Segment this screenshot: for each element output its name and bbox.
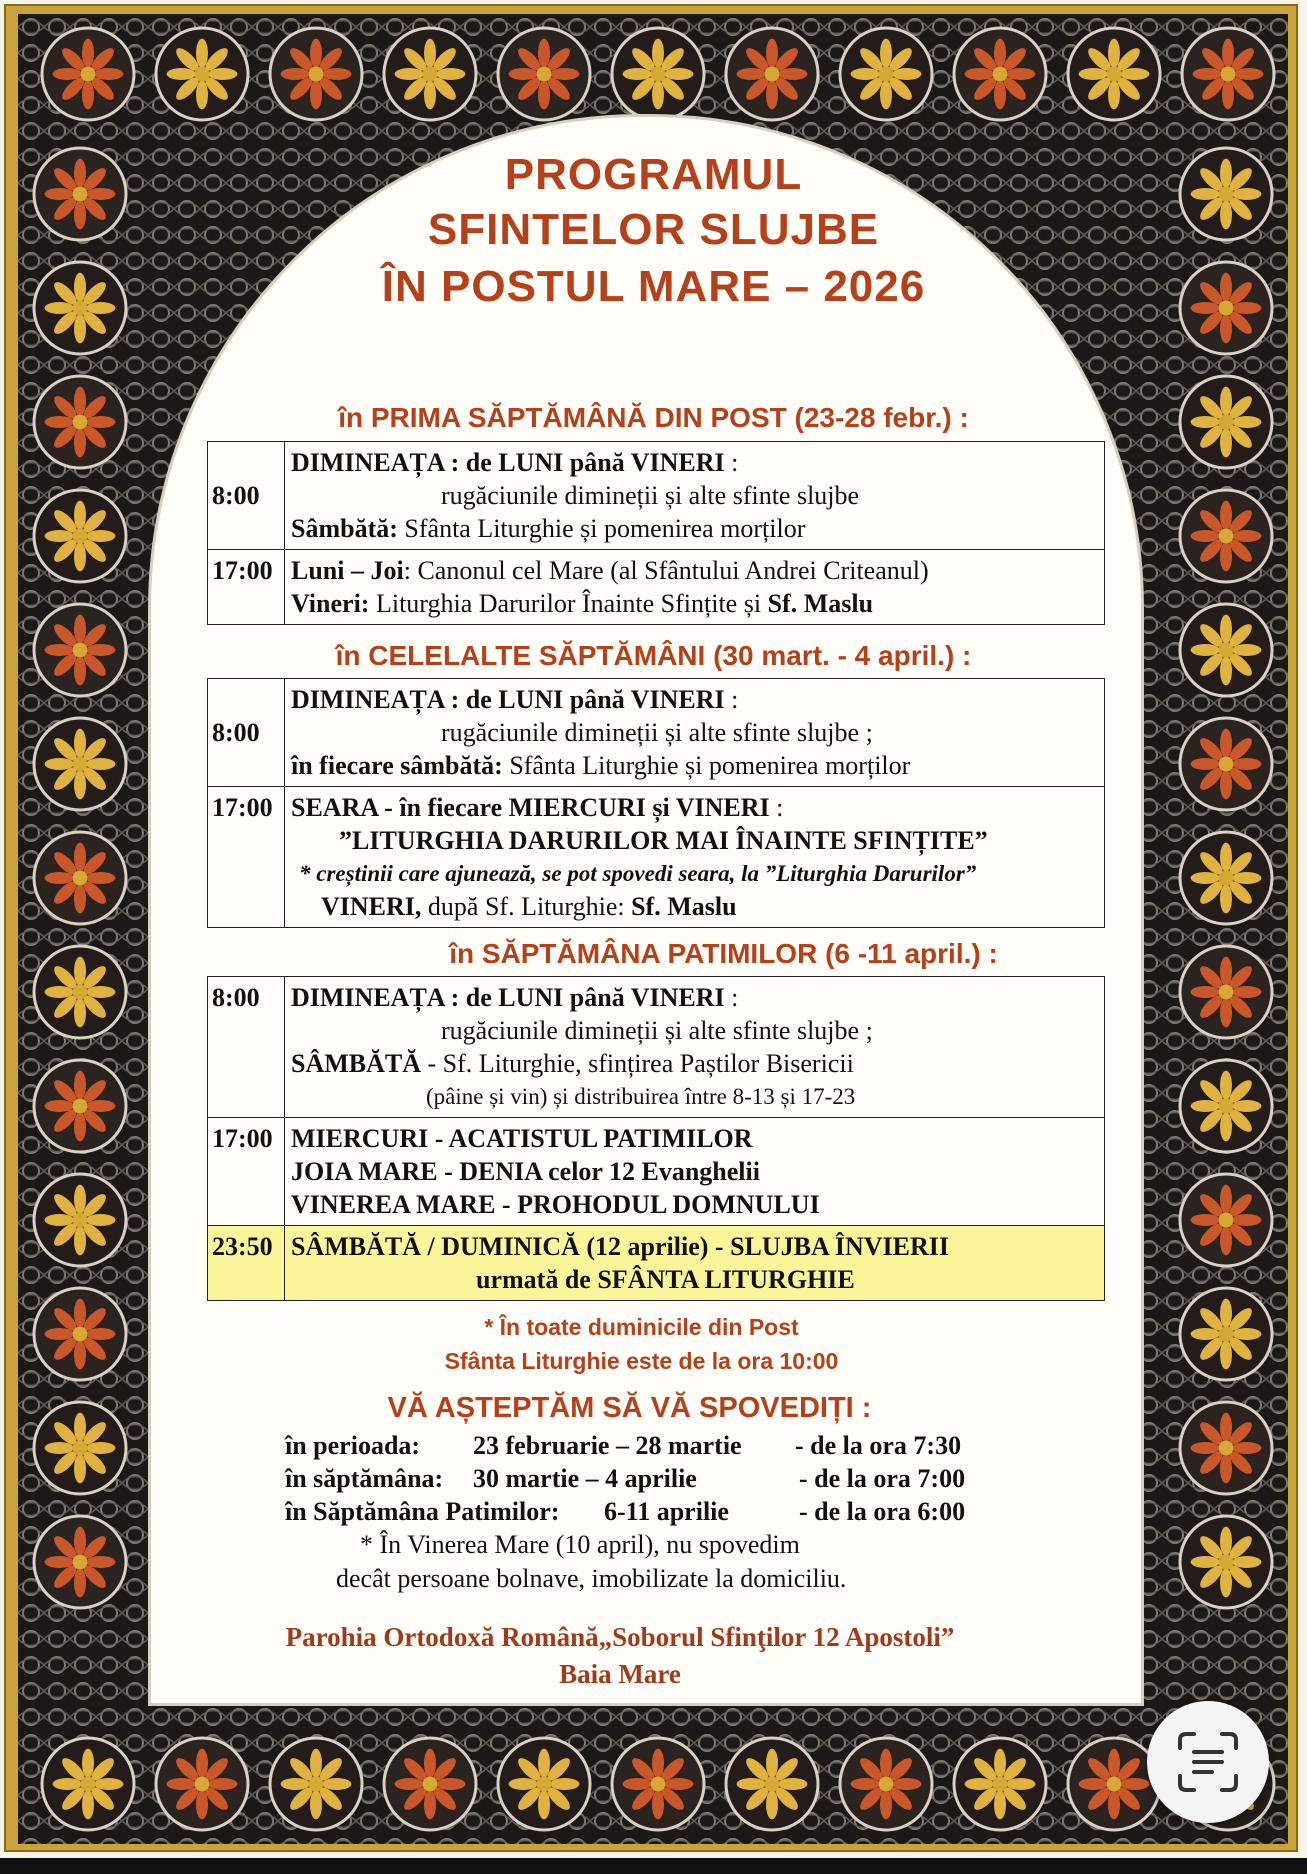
ornament-medallion <box>384 1738 476 1830</box>
detail-bold: Sf. Maslu <box>631 892 737 921</box>
confession-heading: VĂ AȘTEPTĂM SĂ VĂ SPOVEDIȚI : <box>387 1392 872 1424</box>
detail-text: după Sf. Liturghie: <box>421 892 632 921</box>
schedule-time: 17:00 <box>208 550 285 625</box>
schedule-row-highlighted <box>208 1226 1105 1301</box>
schedule-row <box>208 977 1105 1118</box>
ornament-medallion <box>726 1738 818 1830</box>
ornament-medallion <box>42 28 134 120</box>
detail-note: * creștinii care ajunează, se pot spovedi seara, la ”Liturghia Darurilor” <box>299 861 977 886</box>
detail-text: - Sf. Liturghie, sfințirea Paștilor Bisericii <box>421 1049 854 1078</box>
schedule-row <box>208 679 1105 787</box>
detail-text: Sfânta Liturghie și pomenirea morților <box>397 514 806 543</box>
detail-bold: Luni – Joi <box>291 556 404 585</box>
ornament-medallion <box>840 28 932 120</box>
confession-row <box>285 1431 961 1461</box>
ornament-medallion <box>1180 718 1272 810</box>
detail-bold: DIMINEAȚA : de LUNI până VINERI <box>291 983 725 1012</box>
sunday-note-line-1: * În toate duminicile din Post <box>484 1314 799 1340</box>
confession-dates: 30 martie – 4 aprilie <box>473 1464 697 1493</box>
detail-text: rugăciunile dimineții și alte sfinte slujbe <box>441 481 860 510</box>
confession-time: - de la ora 7:00 <box>799 1464 966 1493</box>
ornament-medallion <box>726 28 818 120</box>
schedule-row <box>208 442 1105 550</box>
ornament-medallion <box>1180 1060 1272 1152</box>
detail-bold: urmată de SFÂNTA LITURGHIE <box>476 1265 855 1294</box>
detail-text: : <box>724 448 739 477</box>
schedule-row <box>208 550 1105 625</box>
ornament-medallion <box>34 1060 126 1152</box>
sunday-note-line-2: Sfânta Liturghie este de la ora 10:00 <box>444 1348 839 1374</box>
ornament-medallion <box>840 1738 932 1830</box>
detail-bold: SEARA - în fiecare MIERCURI și VINERI <box>291 793 770 822</box>
confession-row <box>285 1497 965 1527</box>
detail-bold: SÂMBĂTĂ <box>291 1049 422 1078</box>
detail-text: : <box>724 983 739 1012</box>
schedule-row <box>208 787 1105 928</box>
schedule-time: 23:50 <box>208 1226 285 1301</box>
schedule-table-other-weeks <box>207 678 1105 928</box>
confession-time: - de la ora 7:30 <box>795 1431 962 1460</box>
confession-row <box>285 1464 965 1494</box>
detail-bold: SÂMBĂTĂ / DUMINICĂ (12 aprilie) - SLUJBA ÎNVIERII <box>291 1232 949 1261</box>
schedule-details <box>285 442 1105 550</box>
detail-bold: DIMINEAȚA : de LUNI până VINERI <box>291 448 725 477</box>
detail-bold: VINERI, <box>321 892 422 921</box>
scan-text-button[interactable] <box>1147 1701 1269 1823</box>
ornament-medallion <box>34 490 126 582</box>
section-heading-other-weeks: în CELELALTE SĂPTĂMÂNI (30 mart. - 4 april.) : <box>335 640 972 671</box>
ornament-medallion <box>612 1738 704 1830</box>
ornament-medallion <box>1180 1174 1272 1266</box>
ornament-medallion <box>954 28 1046 120</box>
detail-bold: DIMINEAȚA : de LUNI până VINERI <box>291 685 725 714</box>
scan-text-icon <box>1176 1730 1240 1794</box>
detail-text: : Canonul cel Mare (al Sfântului Andrei Criteanul) <box>403 556 929 585</box>
confession-label: în Săptămâna Patimilor: <box>285 1497 560 1526</box>
ornament-medallion <box>34 1174 126 1266</box>
ornament-medallion <box>1180 490 1272 582</box>
confession-note-2: decât persoane bolnave, imobilizate la domiciliu. <box>336 1564 847 1593</box>
confession-dates: 6-11 aprilie <box>604 1497 729 1526</box>
ornament-medallion <box>498 28 590 120</box>
schedule-details <box>285 977 1105 1118</box>
ornament-medallion <box>954 1738 1046 1830</box>
ornament-medallion <box>34 1516 126 1608</box>
detail-text: Sfânta Liturghie și pomenirea morților <box>502 751 911 780</box>
title-line-2: SFINTELOR SLUJBE <box>427 205 880 254</box>
title-line-1: PROGRAMUL <box>504 150 803 199</box>
detail-text: rugăciunile dimineții și alte sfinte slujbe ; <box>441 718 873 747</box>
schedule-time: 17:00 <box>208 1118 285 1226</box>
confession-label: în perioada: <box>285 1431 421 1460</box>
confession-note-1: * În Vinerea Mare (10 april), nu spovedim <box>360 1530 800 1559</box>
detail-bold: ”LITURGHIA DARURILOR MAI ÎNAINTE SFINȚITE” <box>339 826 988 855</box>
ornament-medallion <box>156 1738 248 1830</box>
confession-time: - de la ora 6:00 <box>799 1497 966 1526</box>
detail-text: : <box>769 793 784 822</box>
detail-bold: VINEREA MARE - PROHODUL DOMNULUI <box>291 1190 820 1219</box>
ornament-medallion <box>1180 1516 1272 1608</box>
schedule-time: 8:00 <box>208 679 285 787</box>
ornament-medallion <box>34 832 126 924</box>
detail-bold: MIERCURI - ACATISTUL PATIMILOR <box>291 1124 753 1153</box>
schedule-table-first-week <box>207 441 1105 625</box>
detail-bold: Sâmbătă: <box>291 514 398 543</box>
detail-text: : <box>724 685 739 714</box>
ornament-medallion <box>1068 28 1160 120</box>
ornament-medallion <box>612 28 704 120</box>
schedule-details <box>285 1118 1105 1226</box>
confession-label: în săptămâna: <box>285 1464 444 1493</box>
ornament-medallion <box>1068 1738 1160 1830</box>
confession-dates: 23 februarie – 28 martie <box>473 1431 742 1460</box>
ornament-medallion <box>384 28 476 120</box>
schedule-details <box>285 550 1105 625</box>
detail-text: rugăciunile dimineții și alte sfinte slujbe ; <box>441 1016 873 1045</box>
detail-bold: în fiecare sâmbătă: <box>291 751 503 780</box>
ornament-medallion <box>270 1738 362 1830</box>
ornament-medallion <box>1182 28 1274 120</box>
ornament-medallion <box>156 28 248 120</box>
ornament-medallion <box>498 1738 590 1830</box>
schedule-details <box>285 1226 1105 1301</box>
detail-text: (pâine și vin) și distribuirea între 8-13 și 17-23 <box>426 1084 856 1109</box>
schedule-time: 8:00 <box>208 977 285 1118</box>
section-heading-first-week: în PRIMA SĂPTĂMÂNĂ DIN POST (23-28 febr.) : <box>338 402 969 433</box>
detail-bold: Sf. Maslu <box>767 589 874 618</box>
schedule-time: 17:00 <box>208 787 285 928</box>
ornament-medallion <box>34 718 126 810</box>
footer-parish: Parohia Ortodoxă Română„Soborul Sfinţilor 12 Apostoli” <box>285 1622 955 1652</box>
detail-bold: JOIA MARE - DENIA celor 12 Evanghelii <box>291 1157 760 1186</box>
footer-city: Baia Mare <box>559 1659 681 1689</box>
schedule-table-passion-week <box>207 976 1105 1301</box>
schedule-row <box>208 1118 1105 1226</box>
bottom-bar <box>0 1858 1307 1874</box>
detail-text: Liturghia Darurilor Înainte Sfințite și <box>369 589 768 618</box>
section-heading-passion-week: în SĂPTĂMÂNA PATIMILOR (6 -11 april.) : <box>449 938 998 969</box>
schedule-time: 8:00 <box>208 442 285 550</box>
ornament-medallion <box>270 28 362 120</box>
schedule-details <box>285 787 1105 928</box>
title-line-3: ÎN POSTUL MARE – 2026 <box>381 262 926 311</box>
schedule-details <box>285 679 1105 787</box>
detail-bold: Vineri: <box>291 589 370 618</box>
ornament-medallion <box>42 1738 134 1830</box>
ornament-medallion <box>1180 832 1272 924</box>
